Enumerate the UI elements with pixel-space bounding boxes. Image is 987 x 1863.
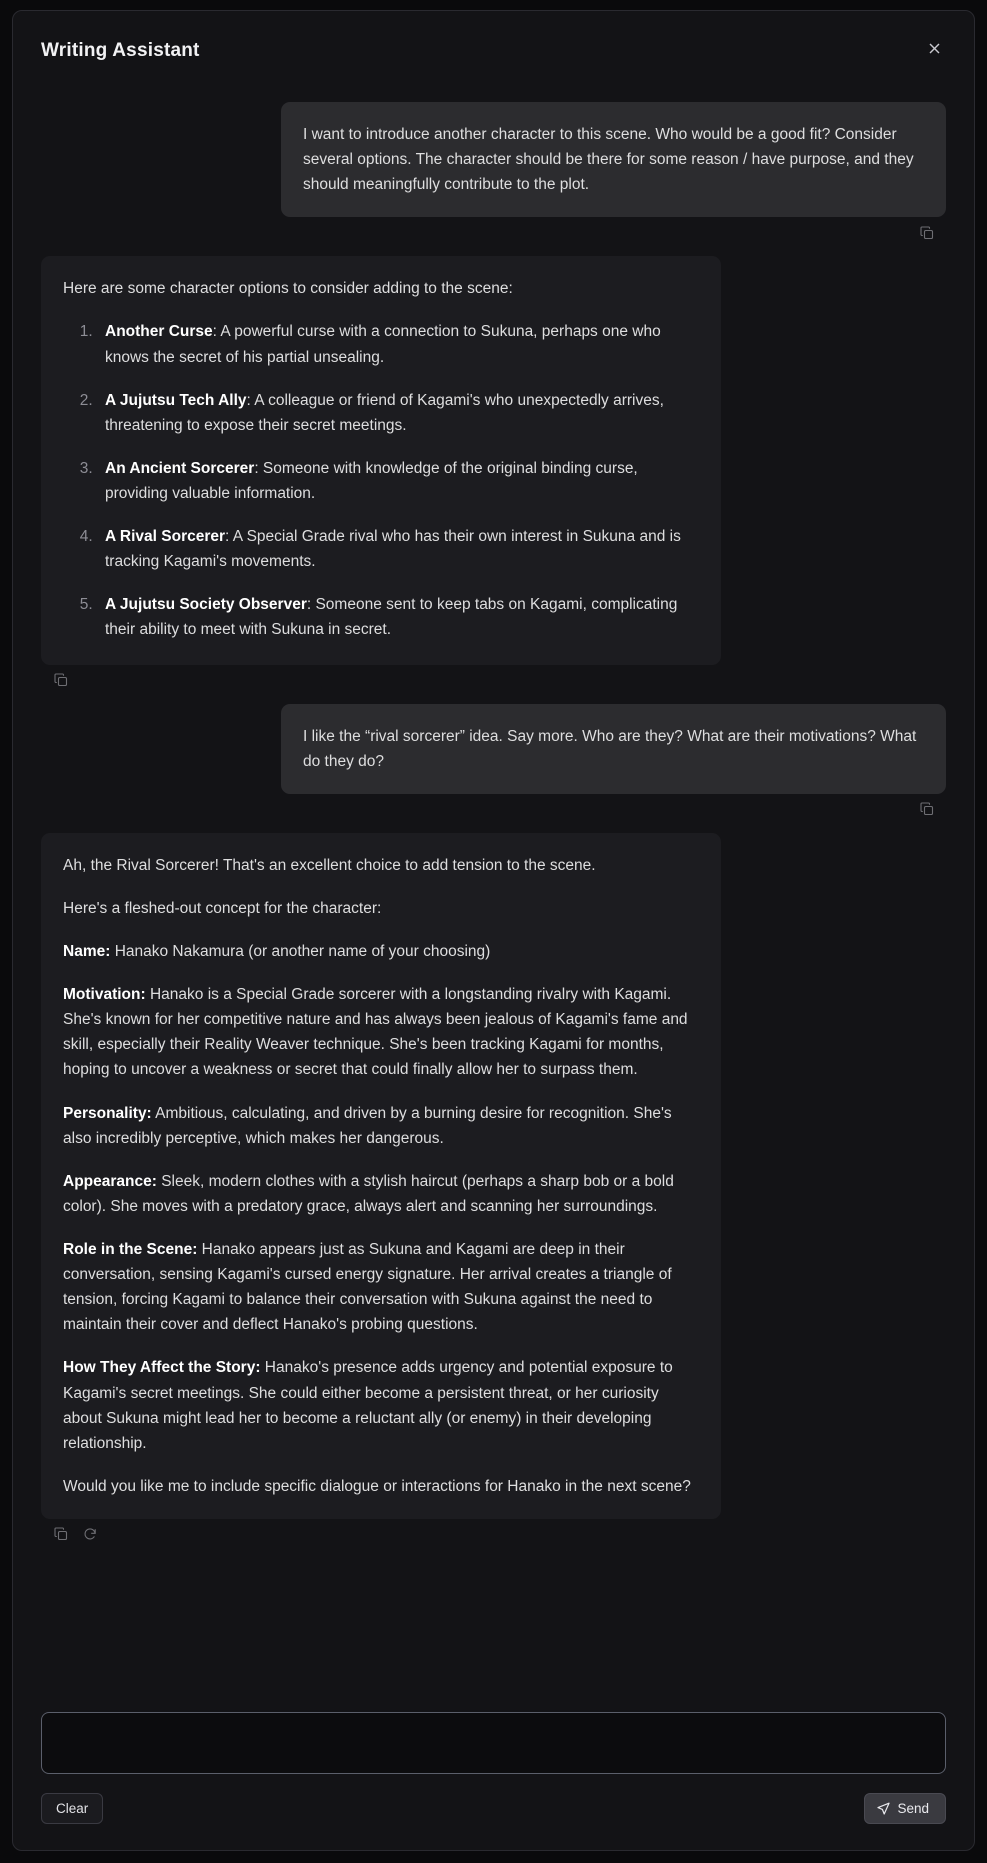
paragraph-label: Motivation: <box>63 986 146 1004</box>
option-desc: : A Special Grade rival who has their own interest in Sukuna and is tracking Kagami's movements. <box>105 528 681 571</box>
paragraph <box>63 982 699 1082</box>
paragraph-text: Hanako's presence adds urgency and potential exposure to Kagami's secret meetings. She could either become a persistent threat, or her curiosity about Sukuna might lead her to become a reluctant ally (or enemy) in their developing relationship. <box>63 1359 673 1452</box>
send-button-label: Send <box>897 1801 929 1816</box>
paragraph-label: Name: <box>63 942 111 960</box>
close-icon[interactable] <box>923 39 946 62</box>
paragraph-text: Here's a fleshed-out concept for the character: <box>63 899 382 917</box>
option-name: An Ancient Sorcerer <box>105 459 255 477</box>
paragraph <box>63 1355 699 1455</box>
message-bubble <box>41 256 721 664</box>
option-desc: : A colleague or friend of Kagami's who unexpectedly arrives, threatening to expose their secret meetings. <box>105 391 664 434</box>
paragraph-text: Ah, the Rival Sorcerer! That's an excellent choice to add tension to the scene. <box>63 856 596 874</box>
send-icon <box>877 1802 890 1815</box>
list-item <box>97 456 699 506</box>
composer-actions <box>41 1793 946 1824</box>
message-actions <box>917 802 936 817</box>
message-bubble: I like the “rival sorcerer” idea. Say more. Who are they? What are their motivations? What do they do? <box>281 704 946 794</box>
chat-message-assistant <box>41 256 946 687</box>
paragraph-label: Appearance: <box>63 1172 157 1190</box>
option-name: A Rival Sorcerer <box>105 528 226 546</box>
message-actions <box>51 1527 99 1542</box>
paragraph <box>63 1237 699 1337</box>
paragraph <box>63 939 699 964</box>
clear-button[interactable]: Clear <box>41 1793 103 1824</box>
paragraph <box>63 1101 699 1151</box>
copy-icon[interactable] <box>53 673 68 688</box>
message-bubble <box>41 833 721 1519</box>
character-options-list <box>63 319 699 642</box>
chat-message-assistant <box>41 833 946 1542</box>
option-name: A Jujutsu Society Observer <box>105 596 307 614</box>
option-desc: : Someone sent to keep tabs on Kagami, complicating their ability to meet with Sukuna in secret. <box>105 596 678 639</box>
paragraph-label: Role in the Scene: <box>63 1240 198 1258</box>
paragraph-text: Ambitious, calculating, and driven by a burning desire for recognition. She's also incredibly perceptive, which makes her dangerous. <box>63 1104 672 1147</box>
regenerate-icon[interactable] <box>82 1527 97 1542</box>
message-actions <box>51 673 70 688</box>
paragraph-text: Hanako is a Special Grade sorcerer with a longstanding rivalry with Kagami. She's known for her competitive nature and has always been jealous of Kagami's fame and skill, especially their Reality Weaver technique. She's been tracking Kagami for months, hoping to uncover a weakness or secret that could finally allow her to surpass them. <box>63 986 688 1079</box>
page-title: Writing Assistant <box>41 39 200 61</box>
paragraph-text: Hanako appears just as Sukuna and Kagami are deep in their conversation, sensing Kagami's cursed energy signature. Her arrival creates a triangle of tension, forcing Kagami to balance their conversation with Sukuna against the need to maintain their cover and deflect Hanako's probing questions. <box>63 1240 672 1334</box>
list-item <box>97 388 699 438</box>
paragraph <box>63 896 699 921</box>
chat-message-user <box>41 704 946 817</box>
paragraph <box>63 853 699 878</box>
chat-message-list <box>13 62 974 1704</box>
option-name: Another Curse <box>105 323 213 341</box>
message-input[interactable] <box>41 1712 946 1774</box>
paragraph <box>63 1169 699 1219</box>
paragraph <box>63 1474 699 1499</box>
paragraph-label: How They Affect the Story: <box>63 1359 261 1377</box>
panel-header <box>13 11 974 62</box>
option-desc: : Someone with knowledge of the original binding curse, providing valuable information. <box>105 459 638 502</box>
copy-icon[interactable] <box>53 1527 68 1542</box>
paragraph-text: Hanako Nakamura (or another name of your choosing) <box>110 942 491 960</box>
list-item <box>97 592 699 642</box>
paragraph-text: Would you like me to include specific dialogue or interactions for Hanako in the next scene? <box>63 1477 691 1495</box>
chat-message-user <box>41 102 946 240</box>
message-bubble: I want to introduce another character to this scene. Who would be a good fit? Consider several options. The character should be there for some reason / have purpose, and they should meaningfully contribute to the plot. <box>281 102 946 217</box>
paragraph-text: Sleek, modern clothes with a stylish haircut (perhaps a sharp bob or a bold color). She moves with a predatory grace, always alert and scanning her surroundings. <box>63 1172 674 1215</box>
copy-icon[interactable] <box>919 802 934 817</box>
paragraph-label: Personality: <box>63 1104 152 1122</box>
send-button[interactable] <box>864 1793 946 1824</box>
message-actions <box>917 225 936 240</box>
copy-icon[interactable] <box>919 225 934 240</box>
list-item <box>97 524 699 574</box>
list-item <box>97 319 699 369</box>
option-name: A Jujutsu Tech Ally <box>105 391 247 409</box>
assistant-intro: Here are some character options to consider adding to the scene: <box>63 280 513 298</box>
option-desc: : A powerful curse with a connection to Sukuna, perhaps one who knows the secret of his partial unsealing. <box>105 323 661 366</box>
composer <box>13 1704 974 1850</box>
writing-assistant-panel <box>12 10 975 1851</box>
